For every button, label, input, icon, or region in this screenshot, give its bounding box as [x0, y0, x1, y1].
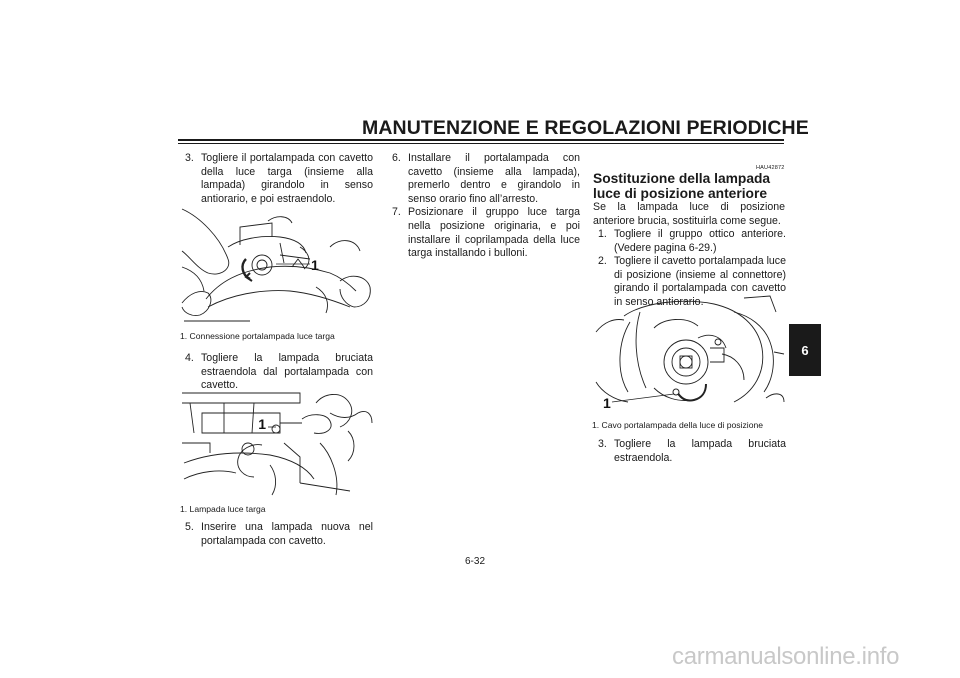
figure-callout: 1 [311, 257, 319, 273]
figure-callout: 1 [258, 416, 266, 432]
step-text: Togliere la lampada bruciata estraendola dal portalampada con cavetto. [201, 352, 373, 392]
step-number: 6. [392, 152, 401, 164]
step-number: 2. [598, 255, 607, 268]
step-text: Installare il portalampada con cavetto (insieme alla lampada), premerlo dentro e girandolo in senso orario fino all’arresto. [408, 152, 580, 205]
figure-caption: 1. Connessione portalampada luce targa [180, 331, 335, 341]
step-text: Togliere la lampada bruciata estraendola. [614, 438, 786, 464]
position-light-figure [594, 292, 786, 414]
step-text: Togliere il cavetto portalampada luce di posizione (insieme al connettore) girando il portalampada con cavetto in senso antiorario. [614, 255, 786, 308]
step-number: 7. [392, 206, 401, 219]
header-rule [178, 139, 784, 141]
figure-caption: 1. Lampada luce targa [180, 504, 266, 514]
step-number: 1. [598, 228, 607, 240]
step-text: Posizionare il gruppo luce targa nella posizione originaria, e poi installare il coprilampada della luce targa installando i bulloni. [408, 206, 580, 260]
step-number: 5. [185, 521, 194, 533]
page-title: MANUTENZIONE E REGOLAZIONI PERIODICHE [362, 117, 809, 139]
step-3-col3 [592, 438, 786, 465]
figure-callout: 1 [603, 395, 611, 411]
license-bulb-figure [180, 383, 374, 499]
step-number: 3. [185, 152, 194, 164]
watermark: carmanualsonline.info [672, 643, 900, 670]
steps-col2 [386, 152, 580, 261]
section-title: Sostituzione della lampada luce di posizione anteriore [593, 171, 771, 201]
license-light-socket-figure [180, 207, 374, 325]
chapter-tab: 6 [789, 324, 821, 376]
section-code: HAU42872 [756, 165, 785, 171]
section-intro: Se la lampada luce di posizione anteriore brucia, sostituirla come segue. [593, 201, 785, 227]
step-3-col1 [179, 152, 373, 206]
step-number: 3. [598, 438, 607, 450]
figure-caption: 1. Cavo portalampada della luce di posizione [592, 420, 764, 430]
step-number: 4. [185, 352, 194, 364]
step-text: Inserire una lampada nuova nel portalampada con cavetto. [201, 521, 373, 547]
step-5-col1 [179, 521, 373, 548]
page-number: 6-32 [465, 556, 486, 567]
step-text: Togliere il gruppo ottico anteriore. (Vedere pagina 6-29.) [614, 228, 786, 254]
header-rule-thin [178, 143, 784, 144]
step-text: Togliere il portalampada con cavetto della luce targa (insieme alla lampada) girandolo in senso antiorario, e poi estraendolo. [201, 152, 373, 205]
